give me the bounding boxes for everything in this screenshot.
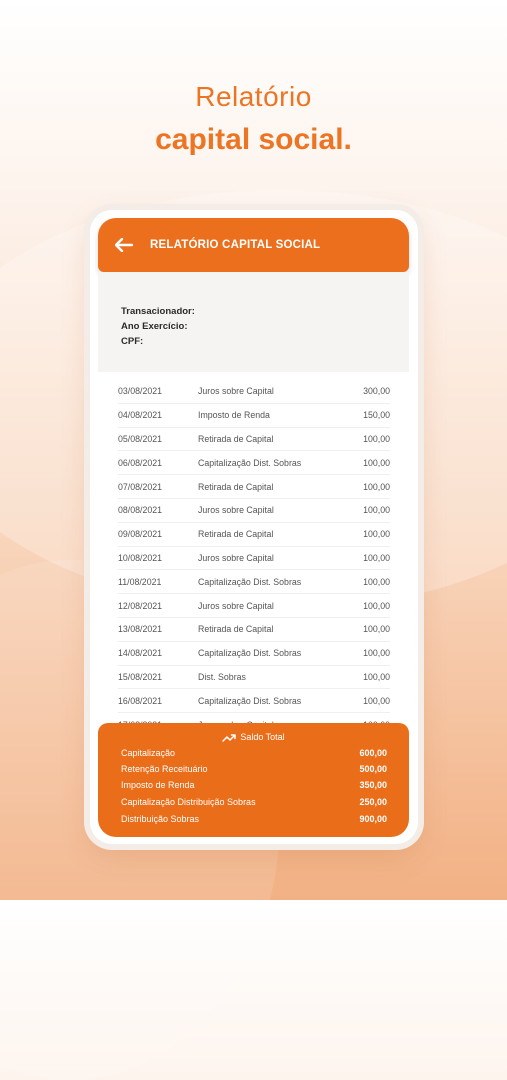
transaction-description: Juros sobre Capital [198, 505, 274, 516]
transaction-value: 150,00 [363, 410, 390, 421]
transaction-row [118, 642, 390, 666]
back-button[interactable] [112, 233, 136, 257]
transaction-date: 14/08/2021 [118, 648, 163, 659]
transaction-row [118, 689, 390, 713]
transaction-value: 100,00 [363, 600, 390, 611]
transaction-list[interactable] [118, 380, 390, 737]
transacionador-label: Transacionador: [121, 306, 195, 317]
transaction-value: 100,00 [363, 457, 390, 468]
transaction-row [118, 428, 390, 452]
phone-frame [90, 210, 418, 844]
summary-row [121, 797, 387, 807]
transaction-row [118, 547, 390, 571]
transaction-row [118, 594, 390, 618]
transaction-row [118, 404, 390, 428]
transaction-value: 100,00 [363, 695, 390, 706]
report-info [98, 272, 409, 372]
transaction-value: 100,00 [363, 576, 390, 587]
transaction-value: 100,00 [363, 624, 390, 635]
transaction-description: Imposto de Renda [198, 410, 270, 421]
transaction-description: Juros sobre Capital [198, 600, 274, 611]
transaction-date: 16/08/2021 [118, 695, 163, 706]
summary-value: 500,00 [359, 764, 387, 774]
page-title: RELATÓRIO CAPITAL SOCIAL [150, 239, 321, 251]
transaction-description: Dist. Sobras [198, 671, 246, 682]
summary-value: 350,00 [359, 780, 387, 790]
transaction-row [118, 451, 390, 475]
transaction-date: 03/08/2021 [118, 386, 163, 397]
transaction-date: 05/08/2021 [118, 433, 163, 444]
summary-label: Distribuição Sobras [121, 814, 200, 824]
transaction-date: 10/08/2021 [118, 552, 163, 563]
transaction-row [118, 499, 390, 523]
transaction-date: 11/08/2021 [118, 576, 162, 587]
summary-value: 900,00 [359, 814, 387, 824]
headline [0, 80, 507, 160]
transaction-row [118, 523, 390, 547]
transaction-value: 300,00 [363, 386, 390, 397]
transaction-description: Capitalização Dist. Sobras [198, 648, 302, 659]
summary-header [98, 732, 409, 742]
summary-label: Capitalização [121, 748, 176, 758]
transaction-row [118, 570, 390, 594]
arrow-left-icon [115, 238, 133, 252]
trending-up-icon [222, 733, 236, 742]
headline-line2: capital social. [155, 123, 352, 156]
transaction-value: 100,00 [363, 505, 390, 516]
transaction-description: Juros sobre Capital [198, 386, 274, 397]
transaction-description: Juros sobre Capital [198, 552, 274, 563]
transaction-date: 15/08/2021 [118, 671, 163, 682]
summary-row [121, 748, 387, 758]
app-bar [98, 218, 409, 272]
transaction-description: Capitalização Dist. Sobras [198, 457, 302, 468]
transaction-description: Capitalização Dist. Sobras [198, 576, 302, 587]
transaction-description: Retirada de Capital [198, 433, 274, 444]
transaction-date: 12/08/2021 [118, 600, 163, 611]
summary-value: 250,00 [359, 797, 387, 807]
ano-exercicio-label: Ano Exercício: [121, 321, 188, 332]
transaction-row [118, 618, 390, 642]
transaction-date: 07/08/2021 [118, 481, 163, 492]
transaction-date: 13/08/2021 [118, 624, 163, 635]
transaction-description: Retirada de Capital [198, 624, 274, 635]
summary-row [121, 780, 387, 790]
transaction-description: Retirada de Capital [198, 529, 274, 540]
transaction-value: 100,00 [363, 481, 390, 492]
transaction-value: 100,00 [363, 529, 390, 540]
summary-row [121, 764, 387, 774]
transaction-value: 100,00 [363, 671, 390, 682]
transaction-date: 06/08/2021 [118, 457, 163, 468]
transaction-date: 04/08/2021 [118, 410, 163, 421]
transaction-row [118, 666, 390, 690]
summary-row [121, 814, 387, 824]
headline-line1: Relatório [195, 81, 312, 112]
transaction-description: Retirada de Capital [198, 481, 274, 492]
transaction-description: Capitalização Dist. Sobras [198, 695, 302, 706]
summary-value: 600,00 [359, 748, 387, 758]
transaction-value: 100,00 [363, 433, 390, 444]
summary-label: Imposto de Renda [121, 780, 195, 790]
summary-label: Retenção Receituário [121, 764, 208, 774]
transaction-value: 100,00 [363, 552, 390, 563]
summary-panel [98, 723, 409, 837]
cpf-label: CPF: [121, 336, 144, 347]
summary-label: Capitalização Distribuição Sobras [121, 797, 256, 807]
summary-header-label: Saldo Total [240, 732, 285, 742]
transaction-date: 09/08/2021 [118, 529, 163, 540]
transaction-date: 08/08/2021 [118, 505, 163, 516]
transaction-row [118, 380, 390, 404]
transaction-value: 100,00 [363, 648, 390, 659]
transaction-row [118, 475, 390, 499]
